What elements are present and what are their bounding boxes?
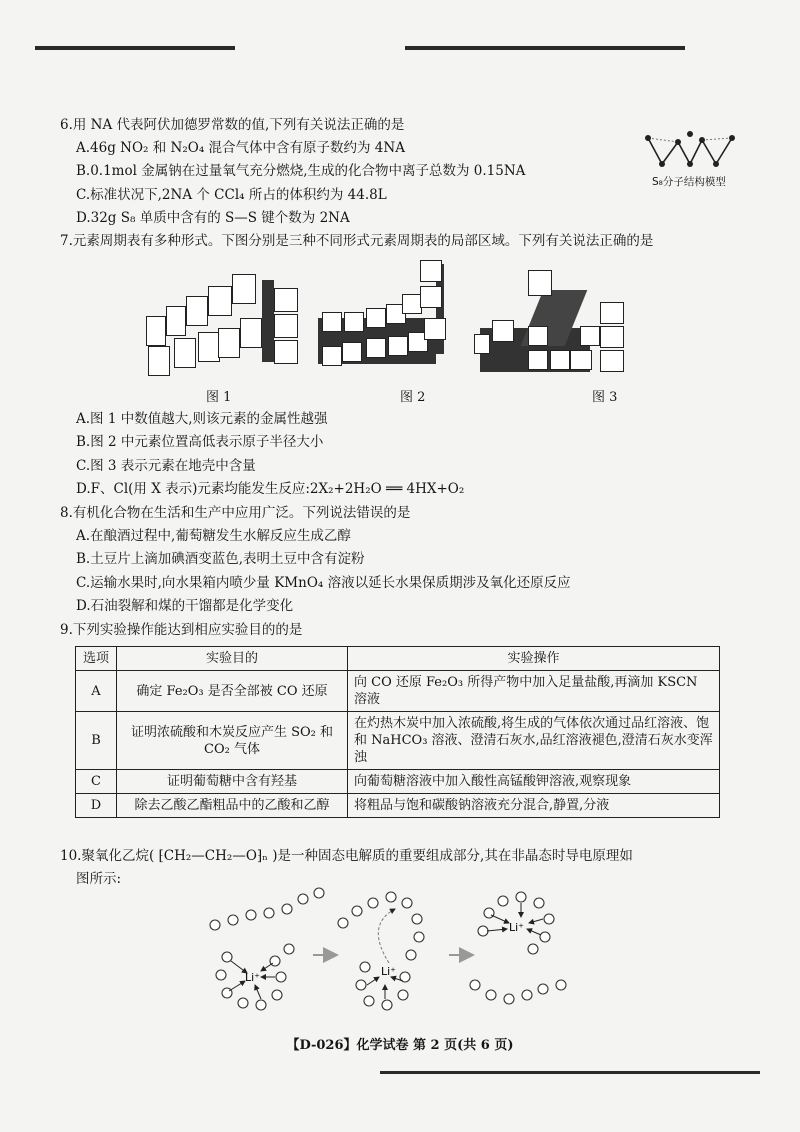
figure-2	[318, 258, 458, 378]
fig3-element	[570, 350, 592, 370]
q6-stem: 6.用 NA 代表阿伏加德罗常数的值,下列有关说法正确的是	[60, 117, 405, 133]
fig1-element	[148, 346, 170, 376]
header-option: 选项	[76, 647, 117, 671]
fig1-element	[174, 338, 196, 368]
fig2-element	[420, 260, 442, 282]
figure-1	[140, 272, 310, 380]
q7-option-d: D.F、Cl(用 X 表示)元素均能发生反应:2X₂+2H₂O ══ 4HX+O₂	[76, 481, 465, 497]
s8-caption: S₈分子结构模型	[652, 176, 726, 188]
table-header-row	[76, 647, 720, 671]
figure-2-caption: 图 2	[400, 390, 426, 405]
fig2-element	[366, 308, 386, 328]
row-operation: 向葡萄糖溶液中加入酸性高锰酸钾溶液,观察现象	[348, 770, 720, 794]
fig2-element	[322, 346, 342, 366]
fig1-element	[232, 274, 256, 304]
q6-option-b: B.0.1mol 金属钠在过量氧气充分燃烧,生成的化合物中离子总数为 0.15NA	[76, 163, 526, 179]
row-option: C	[76, 770, 117, 794]
fig1-shade	[262, 280, 274, 362]
li-ion-label: Li⁺	[245, 971, 260, 984]
figure-3-caption: 图 3	[592, 390, 618, 405]
fig1-element	[198, 332, 220, 362]
bottom-rule	[380, 1071, 760, 1074]
fig3-element	[600, 326, 624, 348]
row-purpose: 确定 Fe₂O₃ 是否全部被 CO 还原	[117, 671, 348, 712]
top-rule-left	[35, 46, 235, 50]
row-purpose: 证明葡萄糖中含有羟基	[117, 770, 348, 794]
q9-stem: 9.下列实验操作能达到相应实验目的的是	[60, 622, 303, 638]
row-purpose: 证明浓硫酸和木炭反应产生 SO₂ 和 CO₂ 气体	[117, 712, 348, 770]
q7-stem: 7.元素周期表有多种形式。下图分别是三种不同形式元素周期表的局部区域。下列有关说法正确的是	[60, 233, 654, 249]
q8-option-a: A.在酿酒过程中,葡萄糖发生水解反应生成乙醇	[76, 528, 351, 544]
table-row	[76, 794, 720, 818]
row-option: B	[76, 712, 117, 770]
table-row	[76, 671, 720, 712]
fig1-element	[240, 318, 262, 348]
fig3-element	[600, 302, 624, 324]
table-row	[76, 770, 720, 794]
row-operation: 将粗品与饱和碳酸钠溶液充分混合,静置,分液	[348, 794, 720, 818]
s8-molecule-diagram	[640, 128, 740, 176]
li-ion-label: Li⁺	[381, 965, 396, 978]
table-row	[76, 712, 720, 770]
fig1-element	[186, 296, 208, 326]
q6-option-d: D.32g S₈ 单质中含有的 S—S 键个数为 2NA	[76, 210, 350, 226]
header-purpose: 实验目的	[117, 647, 348, 671]
q8-stem: 8.有机化合物在生活和生产中应用广泛。下列说法错误的是	[60, 505, 411, 521]
q7-option-b: B.图 2 中元素位置高低表示原子半径大小	[76, 434, 324, 450]
fig2-element	[388, 336, 408, 356]
row-operation: 在灼热木炭中加入浓硫酸,将生成的气体依次通过品红溶液、饱和 NaHCO₃ 溶液、澄清石灰水,品红溶液褪色,澄清石灰水变浑浊	[348, 712, 720, 770]
q6-option-a: A.46g NO₂ 和 N₂O₄ 混合气体中含有原子数约为 4NA	[76, 140, 405, 156]
q8-option-b: B.土豆片上滴加碘酒变蓝色,表明土豆中含有淀粉	[76, 551, 365, 567]
row-option: D	[76, 794, 117, 818]
q8-option-d: D.石油裂解和煤的干馏都是化学变化	[76, 598, 294, 614]
fig3-element	[580, 326, 600, 346]
fig1-element	[274, 288, 298, 312]
fig2-element	[342, 342, 362, 362]
page-footer: 【D-026】化学试卷 第 2 页(共 6 页)	[286, 1038, 514, 1053]
fig3-element	[474, 334, 490, 354]
fig3-element	[600, 350, 624, 372]
fig2-element	[420, 286, 442, 308]
fig3-element	[528, 270, 552, 296]
q9-table	[75, 646, 720, 818]
fig2-element	[366, 338, 386, 358]
fig2-element	[424, 318, 446, 340]
fig2-element	[322, 312, 342, 332]
q10-stem-line2: 图所示:	[76, 871, 122, 887]
row-purpose: 除去乙酸乙酯粗品中的乙酸和乙醇	[117, 794, 348, 818]
fig1-element	[274, 340, 298, 364]
fig2-element	[402, 294, 422, 314]
fig1-element	[274, 314, 298, 338]
row-operation: 向 CO 还原 Fe₂O₃ 所得产物中加入足量盐酸,再滴加 KSCN 溶液	[348, 671, 720, 712]
fig1-element	[218, 328, 240, 358]
figure-1-caption: 图 1	[206, 390, 232, 405]
fig3-element	[528, 326, 548, 346]
top-rule-right	[405, 46, 685, 50]
fig1-element	[166, 306, 186, 336]
q10-stem-line1: 10.聚氧化乙烷( ⁅CH₂—CH₂—O⁆ₙ )是一种固态电解质的重要组成部分,其在非晶态时导电原理如	[60, 848, 633, 864]
fig3-element	[550, 350, 570, 370]
fig2-element	[344, 312, 364, 332]
figure-3	[470, 262, 630, 374]
fig1-element	[146, 316, 166, 346]
fig3-element	[528, 350, 548, 370]
q6-option-c: C.标准状况下,2NA 个 CCl₄ 所占的体积约为 44.8L	[76, 187, 387, 203]
q7-option-a: A.图 1 中数值越大,则该元素的金属性越强	[76, 411, 328, 427]
header-operation: 实验操作	[348, 647, 720, 671]
li-conduction-diagram	[205, 885, 585, 1020]
fig1-element	[208, 286, 232, 316]
q7-option-c: C.图 3 表示元素在地壳中含量	[76, 458, 256, 474]
li-ion-label: Li⁺	[509, 921, 524, 934]
fig3-element	[492, 320, 514, 342]
q8-option-c: C.运输水果时,向水果箱内喷少量 KMnO₄ 溶液以延长水果保质期涉及氧化还原反应	[76, 575, 571, 591]
row-option: A	[76, 671, 117, 712]
